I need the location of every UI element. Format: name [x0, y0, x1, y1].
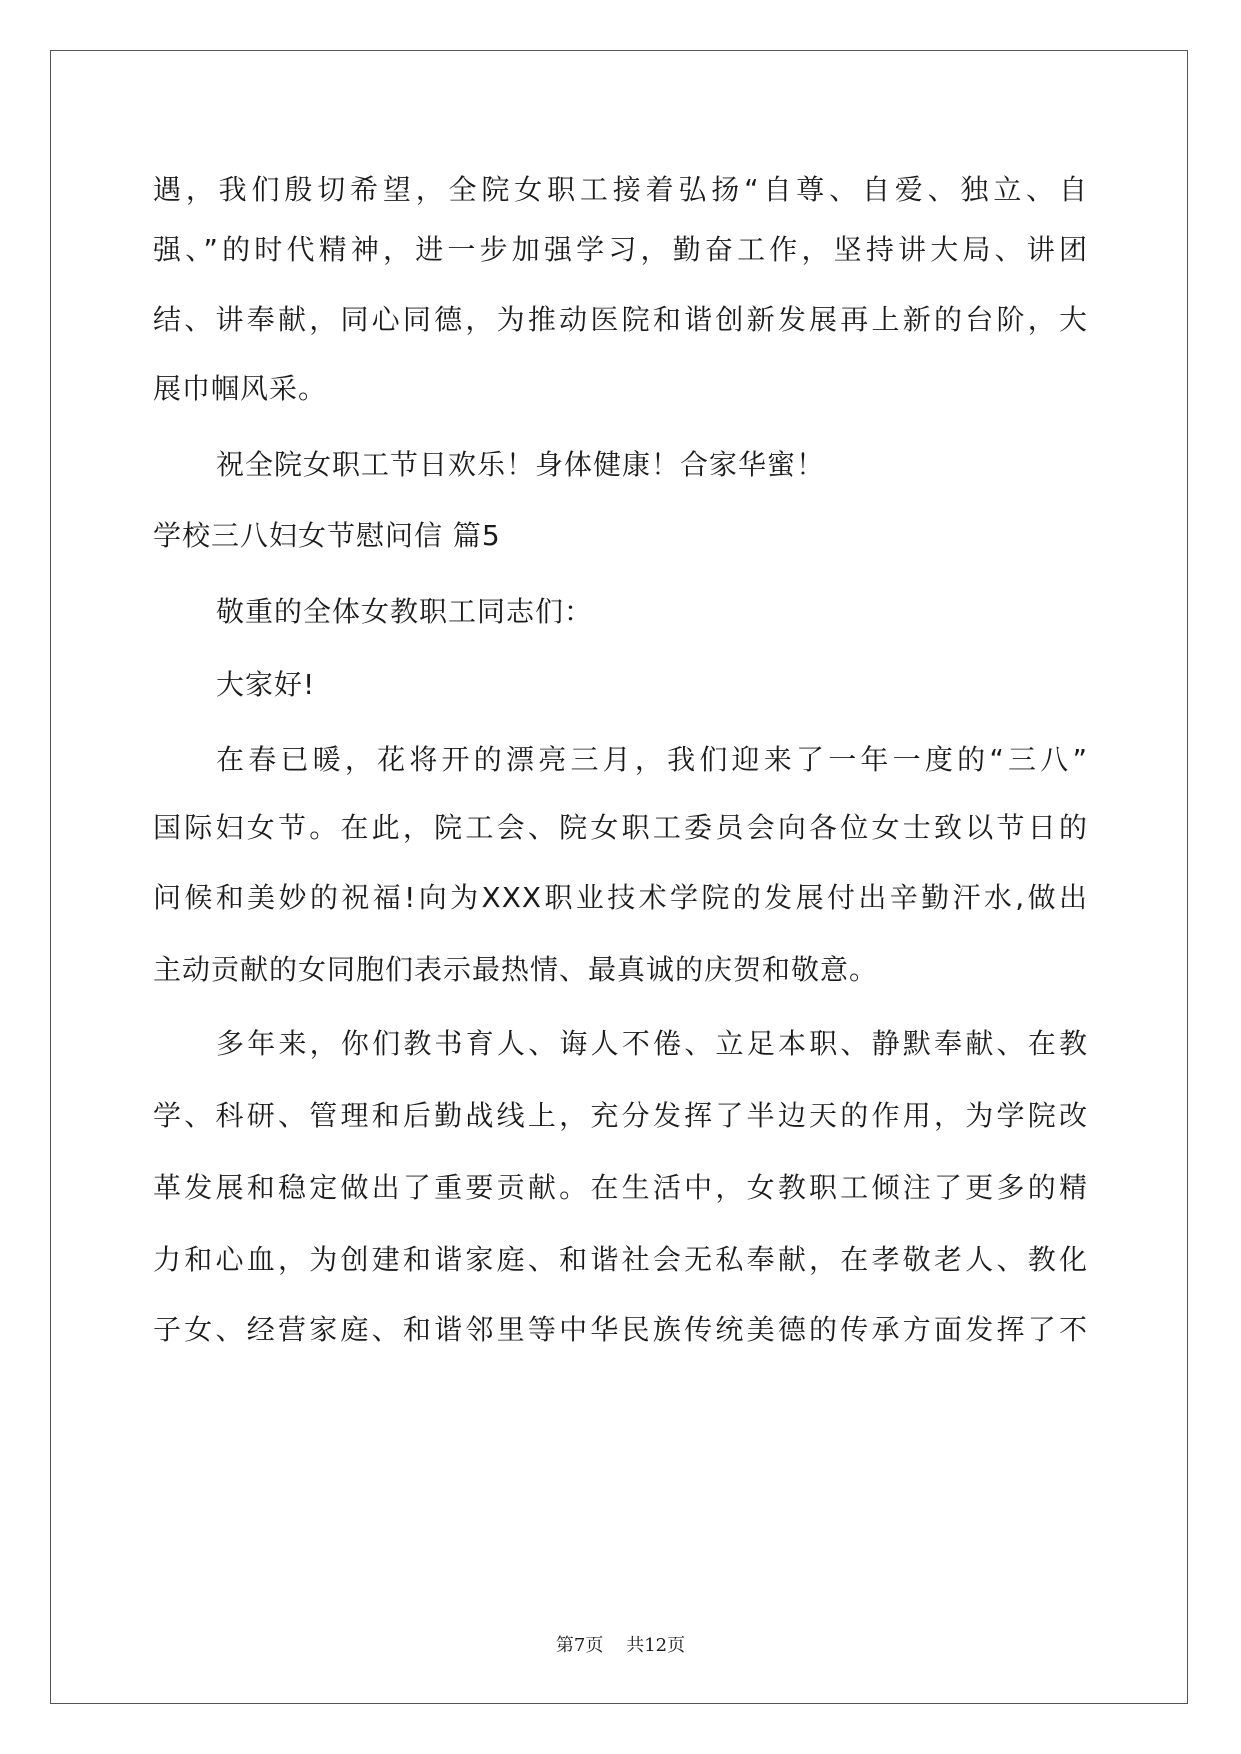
- body-line: 遇，我们殷切希望，全院女职工接着弘扬“自尊、自爱、独立、自: [153, 173, 1088, 206]
- body-line: 展巾帼风采。: [153, 372, 328, 405]
- body-line: 子女、经营家庭、和谐邻里等中华民族传统美德的传承方面发挥了不: [153, 1313, 1088, 1346]
- body-line: 多年来，你们教书育人、诲人不倦、立足本职、静默奉献、在教: [216, 1027, 1088, 1060]
- body-line: 学、科研、管理和后勤战线上，充分发挥了半边天的作用，为学院改: [153, 1099, 1088, 1132]
- body-line: 结、讲奉献，同心同德，为推动医院和谐创新发展再上新的台阶，大: [153, 303, 1088, 336]
- body-line: 主动贡献的女同胞们表示最热情、最真诚的庆贺和敬意。: [153, 953, 879, 986]
- body-line: 国际妇女节。在此，院工会、院女职工委员会向各位女士致以节日的: [153, 811, 1088, 844]
- salutation: 敬重的全体女教职工同志们：: [216, 595, 594, 628]
- page-number: 第7页 共12页: [555, 1635, 686, 1656]
- body-line: 力和心血，为创建和谐家庭、和谐社会无私奉献，在孝敬老人、教化: [153, 1243, 1088, 1276]
- page-border: [50, 50, 1188, 1704]
- body-line: 强、”的时代精神，进一步加强学习，勤奋工作，坚持讲大局、讲团: [153, 233, 1088, 266]
- section-heading: 学校三八妇女节慰问信 篇5: [153, 519, 501, 552]
- body-line: 问候和美妙的祝福!向为XXX职业技术学院的发展付出辛勤汗水,做出: [153, 881, 1088, 914]
- body-line: 在春已暖，花将开的漂亮三月，我们迎来了一年一度的“三八”: [216, 743, 1088, 776]
- closing-wishes: 祝全院女职工节日欢乐！身体健康！合家华蜜！: [216, 448, 826, 481]
- body-line: 革发展和稳定做出了重要贡献。在生活中，女教职工倾注了更多的精: [153, 1171, 1088, 1204]
- greeting: 大家好!: [216, 668, 316, 701]
